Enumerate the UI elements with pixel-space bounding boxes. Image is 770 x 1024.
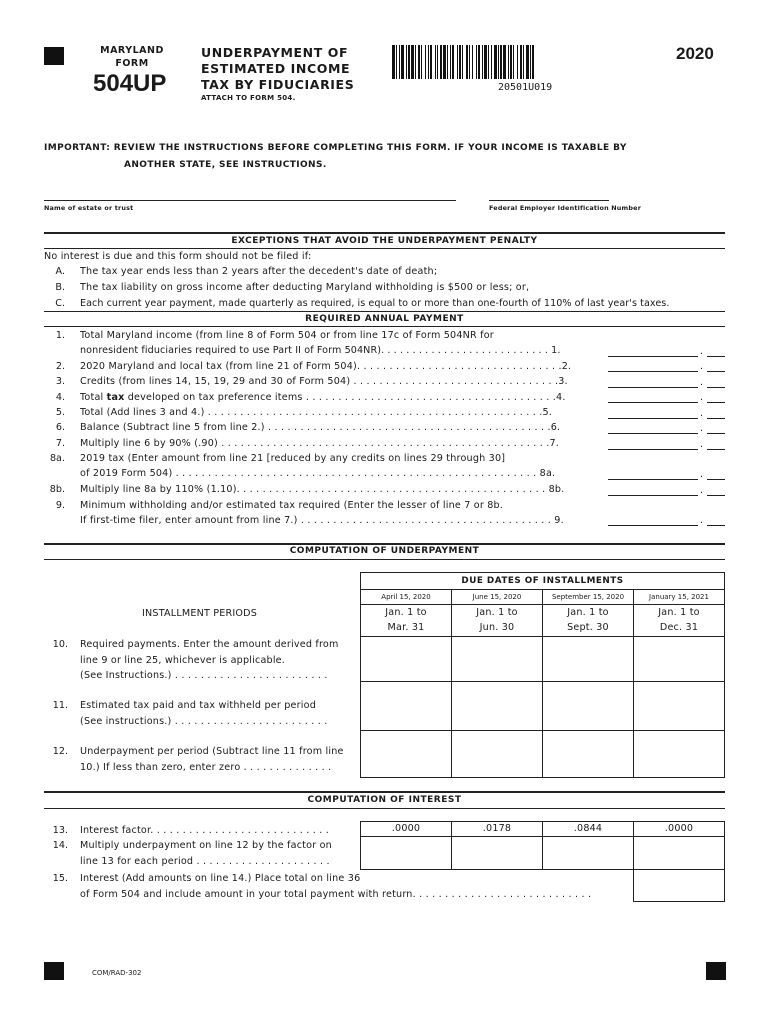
decimal-point: . (700, 361, 704, 372)
decimal-point: . (700, 485, 704, 496)
exceptions-intro: No interest is due and this form should not be filed if: (44, 251, 312, 262)
attach-instruction: ATTACH TO FORM 504. (201, 94, 296, 102)
barcode-bar (534, 45, 535, 79)
line-14-input-2[interactable] (451, 836, 543, 870)
due-date-2: June 15, 2020 (472, 593, 522, 601)
period-2-from: Jan. 1 to (476, 607, 518, 618)
line-4-cents-input[interactable] (707, 402, 725, 403)
period-3-to: Sept. 30 (567, 622, 609, 633)
important-line-1: IMPORTANT: REVIEW THE INSTRUCTIONS BEFORE COMPLETING THIS FORM. IF YOUR INCOME IS TAXABLE BY (44, 143, 627, 153)
line-14-number: 14. (52, 840, 68, 851)
divider (44, 559, 725, 560)
line-8a-cents-input[interactable] (707, 479, 725, 480)
line-6-text: Balance (Subtract line 5 from line 2.) . . . . . . . . . . . . . . . . . . . . . . . . . . . . . . . . . . . . . . . . . . . .6. (80, 422, 561, 433)
name-of-estate-input[interactable] (44, 200, 456, 201)
tax-year: 2020 (676, 44, 714, 63)
line-13-text: Interest factor. . . . . . . . . . . . . . . . . . . . . . . . . . . . (80, 825, 329, 836)
line-8b-dollars-input[interactable] (608, 495, 698, 496)
line-8a-dollars-input[interactable] (608, 479, 698, 480)
period-2-to: Jun. 30 (479, 622, 515, 633)
exception-letter-c: C. (55, 298, 65, 309)
divider (44, 248, 725, 249)
line-8b-cents-input[interactable] (707, 495, 725, 496)
line-10-input-3[interactable] (542, 636, 634, 682)
divider (44, 311, 725, 312)
installment-periods-label: INSTALLMENT PERIODS (142, 608, 258, 619)
interest-heading: COMPUTATION OF INTEREST (307, 795, 462, 805)
form-title (201, 45, 354, 93)
fein-label: Federal Employer Identification Number (489, 204, 642, 212)
divider (44, 543, 725, 545)
line-15-input[interactable] (633, 869, 725, 902)
decimal-point: . (700, 408, 704, 419)
state-label: MARYLAND (100, 45, 164, 56)
decimal-point: . (700, 423, 704, 434)
line-6-number: 6. (55, 422, 65, 433)
line-12-input-1[interactable] (360, 730, 452, 778)
name-of-estate-label: Name of estate or trust (44, 204, 134, 212)
line-4-text-pre: Total (80, 392, 107, 403)
line-9-cents-input[interactable] (707, 525, 725, 526)
line-6-cents-input[interactable] (707, 433, 725, 434)
decimal-point: . (700, 515, 704, 526)
line-10-input-2[interactable] (451, 636, 543, 682)
line-8a-number: 8a. (49, 453, 65, 464)
line-15-number: 15. (52, 873, 68, 884)
decimal-point: . (700, 469, 704, 480)
line-14-input-1[interactable] (360, 836, 452, 870)
decimal-point: . (700, 377, 704, 388)
line-12-input-2[interactable] (451, 730, 543, 778)
interest-factor-1: .0000 (391, 823, 421, 834)
line-9-text-cont: If first-time filer, enter amount from line 7.) . . . . . . . . . . . . . . . . . . . . . . . . . . . . . . . . . . . . . . . 9. (80, 515, 564, 526)
line-9-dollars-input[interactable] (608, 525, 698, 526)
period-4-from: Jan. 1 to (658, 607, 700, 618)
divider (44, 791, 725, 793)
decimal-point: . (700, 346, 704, 357)
line-10-text-cont2: (See Instructions.) . . . . . . . . . . . . . . . . . . . . . . . . (80, 670, 328, 681)
important-notice (44, 140, 627, 174)
divider (44, 326, 725, 327)
line-2-dollars-input[interactable] (608, 371, 698, 372)
line-11-input-3[interactable] (542, 681, 634, 731)
line-1-cents-input[interactable] (707, 356, 725, 357)
line-14-input-3[interactable] (542, 836, 634, 870)
line-14-text-cont: line 13 for each period . . . . . . . . . . . . . . . . . . . . . (80, 856, 330, 867)
line-11-text: Estimated tax paid and tax withheld per period (80, 700, 317, 711)
form-number: 504UP (93, 70, 167, 97)
divider (44, 232, 725, 234)
line-12-text: Underpayment per period (Subtract line 11 from line (80, 746, 344, 757)
line-8a-text-cont: of 2019 Form 504) . . . . . . . . . . . . . . . . . . . . . . . . . . . . . . . . . . . . . . . . . . . . . . . . . . . . . . . . 8a. (80, 468, 556, 479)
barcode (392, 45, 662, 79)
corner-marker-bottom-right (706, 962, 726, 980)
line-8b-number: 8b. (49, 484, 65, 495)
period-3-from: Jan. 1 to (567, 607, 609, 618)
title-line-3: TAX BY FIDUCIARIES (201, 77, 355, 92)
title-line-1: UNDERPAYMENT OF (201, 45, 349, 60)
line-10-input-1[interactable] (360, 636, 452, 682)
corner-marker-top-left (44, 47, 64, 65)
line-4-text (80, 392, 566, 404)
line-5-dollars-input[interactable] (608, 418, 698, 419)
line-14-input-4[interactable] (633, 836, 725, 870)
line-4-number: 4. (55, 392, 65, 403)
period-1-to: Mar. 31 (387, 622, 425, 633)
line-15-text-cont: of Form 504 and include amount in your total payment with return. . . . . . . . . . . . . . . . . . . . . . . . . . . . (80, 889, 592, 900)
line-4-text-bold: tax (106, 392, 125, 403)
line-2-text: 2020 Maryland and local tax (from line 21 of Form 504). . . . . . . . . . . . . . . . . . . . . . . . . . . . . . . .2. (80, 361, 572, 372)
line-10-number: 10. (52, 639, 68, 650)
due-date-3: September 15, 2020 (551, 593, 625, 601)
interest-factor-4: .0000 (664, 823, 694, 834)
line-1-text-cont: nonresident fiduciaries required to use Part II of Form 504NR). . . . . . . . . . . . . . . . . . . . . . . . . . . 1. (80, 345, 561, 356)
line-11-text-cont: (See instructions.) . . . . . . . . . . . . . . . . . . . . . . . . (80, 716, 328, 727)
line-5-number: 5. (55, 407, 65, 418)
decimal-point: . (700, 392, 704, 403)
exception-text-c: Each current year payment, made quarterly as required, is equal to or more than one-fourth of 110% of last year's taxes. (80, 298, 670, 309)
line-9-number: 9. (55, 500, 65, 511)
line-8a-text: 2019 tax (Enter amount from line 21 [reduced by any credits on lines 29 through 30] (80, 453, 506, 464)
line-13-number: 13. (52, 825, 68, 836)
line-7-dollars-input[interactable] (608, 449, 698, 450)
line-10-input-4[interactable] (633, 636, 725, 682)
line-12-input-4[interactable] (633, 730, 725, 778)
line-12-text-cont: 10.) If less than zero, enter zero . . . . . . . . . . . . . . (80, 762, 332, 773)
line-12-number: 12. (52, 746, 68, 757)
line-7-text: Multiply line 6 by 90% (.90) . . . . . . . . . . . . . . . . . . . . . . . . . . . . . . . . . . . . . . . . . . . . . . . . . . .7. (80, 438, 559, 449)
line-4-text-post: developed on tax preference items . . . . . . . . . . . . . . . . . . . . . . . . . . . . . . . . . . . . . . .4. (124, 392, 566, 403)
line-7-number: 7. (55, 438, 65, 449)
line-11-input-2[interactable] (451, 681, 543, 731)
line-3-cents-input[interactable] (707, 387, 725, 388)
line-4-dollars-input[interactable] (608, 402, 698, 403)
title-line-2: ESTIMATED INCOME (201, 61, 351, 76)
line-11-input-1[interactable] (360, 681, 452, 731)
line-2-number: 2. (55, 361, 65, 372)
line-3-number: 3. (55, 376, 65, 387)
interest-factor-3: .0844 (573, 823, 603, 834)
line-5-text: Total (Add lines 3 and 4.) . . . . . . . . . . . . . . . . . . . . . . . . . . . . . . . . . . . . . . . . . . . . . . . . . . . .5. (80, 407, 553, 418)
period-4-to: Dec. 31 (659, 622, 699, 633)
line-9-text: Minimum withholding and/or estimated tax required (Enter the lesser of line 7 or 8b. (80, 500, 504, 511)
line-14-text: Multiply underpayment on line 12 by the factor on (80, 840, 332, 851)
line-3-dollars-input[interactable] (608, 387, 698, 388)
barcode-number: 20501U019 (498, 82, 553, 93)
interest-factor-2: .0178 (482, 823, 512, 834)
exception-letter-a: A. (55, 266, 65, 277)
due-date-4: January 15, 2021 (649, 593, 709, 601)
fein-input[interactable] (489, 200, 609, 201)
line-7-cents-input[interactable] (707, 449, 725, 450)
form-word: FORM (115, 58, 149, 69)
exception-letter-b: B. (55, 282, 65, 293)
exception-text-b: The tax liability on gross income after deducting Maryland withholding is $500 or less; or, (80, 282, 530, 293)
exceptions-heading: EXCEPTIONS THAT AVOID THE UNDERPAYMENT PENALTY (231, 236, 538, 246)
line-2-cents-input[interactable] (707, 371, 725, 372)
period-1-from: Jan. 1 to (385, 607, 427, 618)
line-8b-text: Multiply line 8a by 110% (1.10). . . . . . . . . . . . . . . . . . . . . . . . . . . . . . . . . . . . . . . . . . . . . . . . 8b. (80, 484, 565, 495)
line-10-text: Required payments. Enter the amount derived from (80, 639, 339, 650)
divider (44, 808, 725, 809)
due-dates-heading: DUE DATES OF INSTALLMENTS (461, 576, 624, 586)
required-heading: REQUIRED ANNUAL PAYMENT (305, 314, 464, 324)
exception-text-a: The tax year ends less than 2 years after the decedent's date of death; (80, 266, 438, 277)
line-11-number: 11. (52, 700, 68, 711)
decimal-point: . (700, 439, 704, 450)
line-11-input-4[interactable] (633, 681, 725, 731)
line-1-text: Total Maryland income (from line 8 of Form 504 or from line 17c of Form 504NR for (80, 330, 494, 341)
line-15-text: Interest (Add amounts on line 14.) Place total on line 36 (80, 873, 361, 884)
important-line-2: ANOTHER STATE, SEE INSTRUCTIONS. (124, 160, 327, 170)
line-10-text-cont: line 9 or line 25, whichever is applicable. (80, 655, 286, 666)
computation-heading: COMPUTATION OF UNDERPAYMENT (289, 546, 480, 556)
line-1-dollars-input[interactable] (608, 356, 698, 357)
corner-marker-bottom-left (44, 962, 64, 980)
due-date-1: April 15, 2020 (381, 593, 431, 601)
line-1-number: 1. (55, 330, 65, 341)
form-code: COM/RAD-302 (92, 969, 142, 977)
line-3-text: Credits (from lines 14, 15, 19, 29 and 30 of Form 504) . . . . . . . . . . . . . . . . . . . . . . . . . . . . . . . .3. (80, 376, 568, 387)
line-6-dollars-input[interactable] (608, 433, 698, 434)
line-12-input-3[interactable] (542, 730, 634, 778)
line-5-cents-input[interactable] (707, 418, 725, 419)
